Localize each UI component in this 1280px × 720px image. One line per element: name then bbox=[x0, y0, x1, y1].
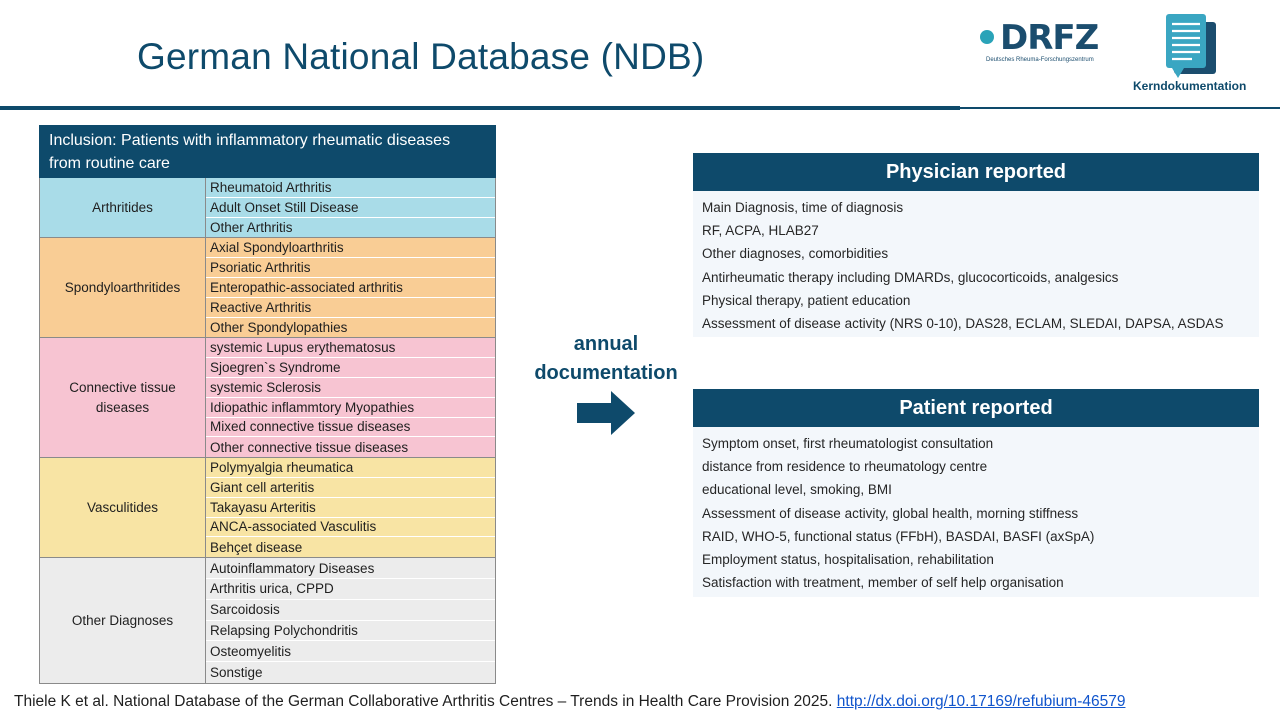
disease-group bbox=[39, 458, 496, 558]
physician-item: Other diagnoses, comorbidities bbox=[702, 246, 889, 262]
physician-reported-header: Physician reported bbox=[693, 153, 1259, 191]
citation-doi-link[interactable]: http://dx.doi.org/10.17169/refubium-46579 bbox=[836, 693, 1126, 710]
diagnosis-item: Polymyalgia rheumatica bbox=[206, 458, 495, 478]
diagnosis-item: Other connective tissue diseases bbox=[210, 439, 409, 455]
patient-item: Satisfaction with treatment, member of self help organisation bbox=[702, 575, 1064, 591]
annual-line-2: documentation bbox=[534, 362, 678, 384]
patient-reported-list bbox=[693, 427, 1259, 597]
diagnosis-item: Axial Spondyloarthritis bbox=[206, 238, 495, 258]
group-name: Vasculitides bbox=[40, 458, 206, 557]
group-name: Other Diagnoses bbox=[40, 558, 206, 683]
patient-item: Employment status, hospitalisation, rehabilitation bbox=[702, 551, 994, 567]
physician-item: Physical therapy, patient education bbox=[702, 292, 911, 308]
physician-item: Main Diagnosis, time of diagnosis bbox=[702, 200, 904, 215]
patient-item: Assessment of disease activity, global health, morning stiffness bbox=[702, 505, 1079, 521]
diagnosis-item: Adult Onset Still Disease bbox=[206, 198, 495, 218]
diagnosis-item: ANCA-associated Vasculitis bbox=[206, 518, 495, 538]
diagnosis-item: Arthritis urica, CPPD bbox=[206, 579, 495, 600]
diagnosis-item: Enteropathic-associated arthritis bbox=[206, 278, 495, 298]
disease-groups-table bbox=[39, 178, 496, 684]
diagnosis-item: Autoinflammatory Diseases bbox=[206, 558, 495, 579]
diagnosis-item: Takayasu Arteritis bbox=[206, 498, 495, 518]
diagnosis-item: Sonstige bbox=[210, 665, 263, 681]
disease-group bbox=[39, 338, 496, 458]
group-name: Spondyloarthritides bbox=[40, 238, 206, 337]
citation bbox=[14, 693, 1125, 711]
diagnosis-item: Other Arthritis bbox=[210, 219, 293, 235]
diagnosis-item: Mixed connective tissue diseases bbox=[206, 418, 495, 438]
document-stack-icon bbox=[1160, 12, 1220, 80]
diagnosis-item: systemic Sclerosis bbox=[206, 378, 495, 398]
drfz-logo: DRFZ bbox=[1000, 18, 1099, 58]
annual-documentation-label bbox=[520, 330, 692, 388]
diagnosis-item: systemic Lupus erythematosus bbox=[206, 338, 495, 358]
physician-item: RF, ACPA, HLAB27 bbox=[702, 223, 819, 239]
diagnosis-item: Psoriatic Arthritis bbox=[206, 258, 495, 278]
physician-item: Antirheumatic therapy including DMARDs, glucocorticoids, analgesics bbox=[702, 269, 1119, 285]
drfz-logo-subtitle: Deutsches Rheuma-Forschungszentrum bbox=[986, 57, 1094, 63]
diagnosis-item: Reactive Arthritis bbox=[206, 298, 495, 318]
diagnosis-item: Relapsing Polychondritis bbox=[206, 621, 495, 642]
patient-reported-header: Patient reported bbox=[693, 389, 1259, 427]
citation-text: Thiele K et al. National Database of the German Collaborative Arthritis Centres – Trends in Health Care Provision 2025. bbox=[14, 693, 837, 710]
patient-item: Symptom onset, first rheumatologist consultation bbox=[702, 436, 994, 451]
patient-item: educational level, smoking, BMI bbox=[702, 482, 892, 498]
diagnosis-item: Idiopathic inflammtory Myopathies bbox=[206, 398, 495, 418]
physician-reported-list bbox=[693, 191, 1259, 337]
group-name: Arthritides bbox=[40, 178, 206, 237]
annual-line-1: annual bbox=[573, 333, 639, 355]
disease-group bbox=[39, 238, 496, 338]
drfz-logo-dot bbox=[980, 30, 994, 44]
page-title: German National Database (NDB) bbox=[137, 36, 705, 77]
patient-item: RAID, WHO-5, functional status (FFbH), BASDAI, BASFI (axSpA) bbox=[702, 528, 1095, 544]
right-arrow-icon bbox=[577, 391, 635, 435]
kerndokumentation-label: Kerndokumentation bbox=[1133, 79, 1247, 93]
diagnosis-item: Behçet disease bbox=[210, 539, 303, 555]
patient-item: distance from residence to rheumatology centre bbox=[702, 459, 988, 475]
group-name: Connective tissue diseases bbox=[40, 338, 206, 457]
physician-item: Assessment of disease activity (NRS 0-10), DAS28, ECLAM, SLEDAI, DAPSA, ASDAS bbox=[702, 315, 1224, 331]
title-divider-thin bbox=[960, 107, 1280, 109]
disease-group bbox=[39, 178, 496, 238]
disease-group bbox=[39, 558, 496, 684]
inclusion-header: Inclusion: Patients with inflammatory rheumatic diseases from routine care bbox=[39, 125, 496, 178]
diagnosis-item: Other Spondylopathies bbox=[210, 319, 348, 335]
diagnosis-item: Osteomyelitis bbox=[206, 641, 495, 662]
diagnosis-item: Rheumatoid Arthritis bbox=[206, 178, 495, 198]
diagnosis-item: Sjoegren`s Syndrome bbox=[206, 358, 495, 378]
title-divider bbox=[0, 106, 960, 110]
diagnosis-item: Sarcoidosis bbox=[206, 600, 495, 621]
diagnosis-item: Giant cell arteritis bbox=[206, 478, 495, 498]
